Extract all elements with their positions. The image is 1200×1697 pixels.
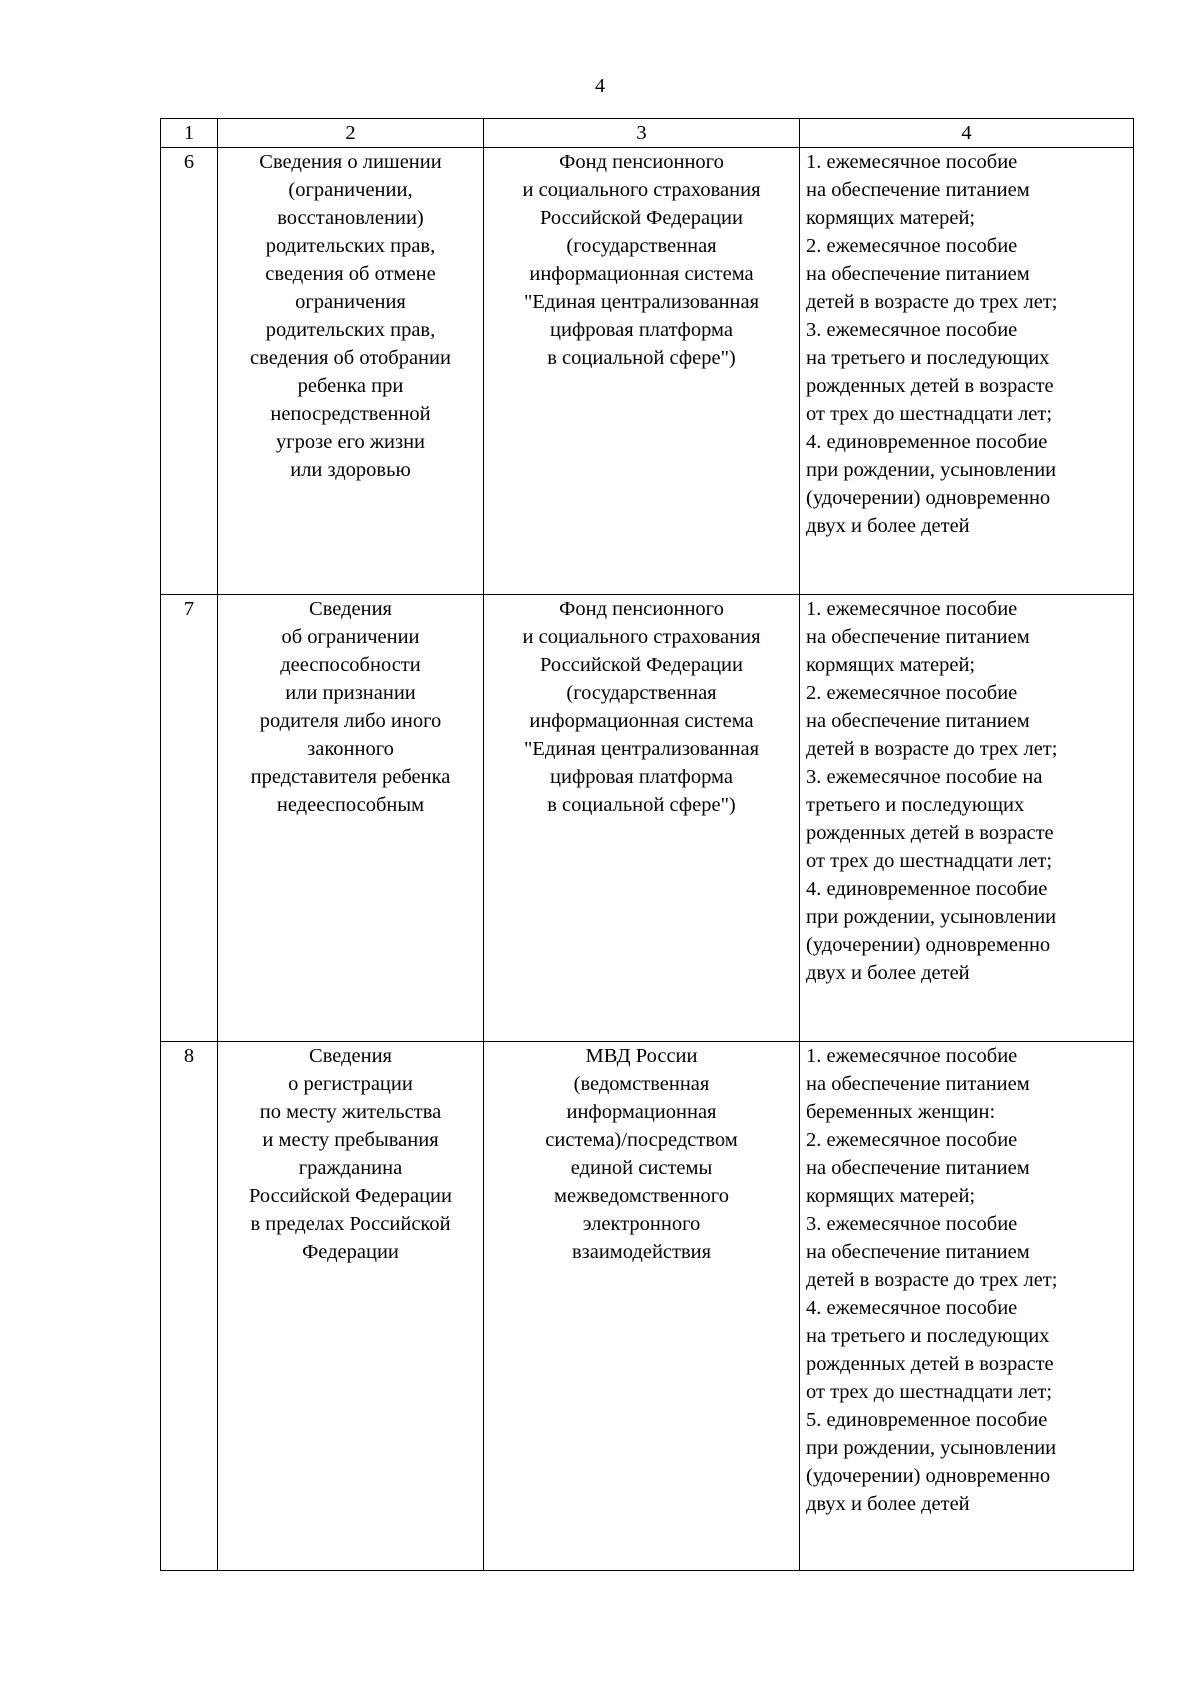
text-line: 2. ежемесячное пособие bbox=[806, 1129, 1018, 1151]
text-line: от трех до шестнадцати лет; bbox=[806, 1381, 1053, 1403]
text-line: Российской Федерации bbox=[249, 1185, 452, 1207]
text-line: детей в возрасте до трех лет; bbox=[806, 1269, 1058, 1291]
text-line: дееспособности bbox=[280, 654, 421, 676]
table-row bbox=[161, 595, 1134, 1042]
text-line: на обеспечение питанием bbox=[806, 1157, 1030, 1179]
text-line: при рождении, усыновлении bbox=[806, 459, 1057, 481]
text-line: детей в возрасте до трех лет; bbox=[806, 291, 1058, 313]
info-description-cell bbox=[218, 595, 484, 1042]
text-line: Сведения bbox=[309, 1045, 392, 1067]
text-line: на третьего и последующих bbox=[806, 1325, 1050, 1347]
text-line: и социального страхования bbox=[522, 626, 761, 648]
text-line: детей в возрасте до трех лет; bbox=[806, 738, 1058, 760]
text-line: на обеспечение питанием bbox=[806, 263, 1030, 285]
text-line: Российской Федерации bbox=[540, 654, 743, 676]
text-line: угрозе его жизни bbox=[275, 431, 426, 453]
text-line: информационная система bbox=[529, 710, 754, 732]
text-line: (ведомственная bbox=[573, 1073, 710, 1095]
text-line: о регистрации bbox=[288, 1073, 413, 1095]
text-line: 4. ежемесячное пособие bbox=[806, 1297, 1018, 1319]
text-line: система)/посредством bbox=[545, 1129, 738, 1151]
column-number-4: 4 bbox=[800, 119, 1134, 148]
text-line: на третьего и последующих bbox=[806, 347, 1050, 369]
text-line: в социальной сфере") bbox=[547, 794, 736, 816]
text-line: 4. единовременное пособие bbox=[806, 878, 1048, 900]
text-line: Фонд пенсионного bbox=[559, 151, 724, 173]
document-table bbox=[160, 118, 1134, 1571]
text-line: (ограничении, bbox=[288, 179, 413, 201]
text-line: 1. ежемесячное пособие bbox=[806, 151, 1018, 173]
text-line: "Единая централизованная bbox=[523, 738, 760, 760]
text-line: Фонд пенсионного bbox=[559, 598, 724, 620]
text-line: родительских прав, bbox=[265, 235, 436, 257]
benefits-list-cell bbox=[800, 595, 1134, 1042]
text-line: МВД России bbox=[585, 1045, 698, 1067]
text-line: информационная bbox=[566, 1101, 717, 1123]
text-line: от трех до шестнадцати лет; bbox=[806, 403, 1053, 425]
row-number: 8 bbox=[161, 1042, 218, 1571]
text-line: родительских прав, bbox=[265, 319, 436, 341]
benefits-list-cell bbox=[800, 1042, 1134, 1571]
text-line: двух и более детей bbox=[806, 515, 970, 537]
text-line: "Единая централизованная bbox=[523, 291, 760, 313]
text-line: 3. ежемесячное пособие bbox=[806, 1213, 1018, 1235]
info-description-cell bbox=[218, 148, 484, 595]
benefits-list-cell bbox=[800, 148, 1134, 595]
text-line: рожденных детей в возрасте bbox=[806, 822, 1054, 844]
text-line: или признании bbox=[285, 682, 416, 704]
text-line: и месту пребывания bbox=[262, 1129, 439, 1151]
text-line: межведомственного bbox=[554, 1185, 729, 1207]
text-line: двух и более детей bbox=[806, 962, 970, 984]
page-number: 4 bbox=[595, 75, 605, 97]
text-line: 2. ежемесячное пособие bbox=[806, 235, 1018, 257]
text-line: представителя ребенка bbox=[250, 766, 451, 788]
text-line: цифровая платформа bbox=[550, 319, 733, 341]
text-line: беременных женщин: bbox=[806, 1101, 996, 1123]
row-number: 6 bbox=[161, 148, 218, 595]
text-line: родителя либо иного bbox=[259, 710, 442, 732]
text-line: (государственная bbox=[566, 235, 717, 257]
text-line: об ограничении bbox=[281, 626, 420, 648]
text-line: ограничения bbox=[295, 291, 406, 313]
text-line: единой системы bbox=[570, 1157, 713, 1179]
text-line: 5. единовременное пособие bbox=[806, 1409, 1048, 1431]
text-line: при рождении, усыновлении bbox=[806, 1437, 1057, 1459]
text-line: Сведения о лишении bbox=[259, 151, 442, 173]
text-line: электронного bbox=[582, 1213, 701, 1235]
text-line: сведения об отмене bbox=[265, 263, 436, 285]
text-line: двух и более детей bbox=[806, 1493, 970, 1515]
text-line: (удочерении) одновременно bbox=[806, 1465, 1051, 1487]
table-header-row bbox=[161, 119, 1134, 148]
text-line: на обеспечение питанием bbox=[806, 179, 1030, 201]
info-source-cell bbox=[484, 595, 800, 1042]
text-line: восстановлении) bbox=[277, 207, 424, 229]
column-number-2: 2 bbox=[218, 119, 484, 148]
table-row bbox=[161, 1042, 1134, 1571]
row-number: 7 bbox=[161, 595, 218, 1042]
text-line: по месту жительства bbox=[259, 1101, 442, 1123]
text-line: в пределах Российской bbox=[250, 1213, 451, 1235]
text-line: ребенка при bbox=[297, 375, 404, 397]
text-line: 1. ежемесячное пособие bbox=[806, 598, 1018, 620]
text-line: от трех до шестнадцати лет; bbox=[806, 850, 1053, 872]
text-line: на обеспечение питанием bbox=[806, 626, 1030, 648]
text-line: (удочерении) одновременно bbox=[806, 487, 1051, 509]
text-line: непосредственной bbox=[270, 403, 431, 425]
text-line: 3. ежемесячное пособие bbox=[806, 319, 1018, 341]
text-line: рожденных детей в возрасте bbox=[806, 375, 1054, 397]
text-line: взаимодействия bbox=[571, 1241, 712, 1263]
text-line: информационная система bbox=[529, 263, 754, 285]
text-line: на обеспечение питанием bbox=[806, 710, 1030, 732]
text-line: 4. единовременное пособие bbox=[806, 431, 1048, 453]
text-line: при рождении, усыновлении bbox=[806, 906, 1057, 928]
text-line: (удочерении) одновременно bbox=[806, 934, 1051, 956]
text-line: 2. ежемесячное пособие bbox=[806, 682, 1018, 704]
column-number-1: 1 bbox=[161, 119, 218, 148]
text-line: в социальной сфере") bbox=[547, 347, 736, 369]
text-line: 1. ежемесячное пособие bbox=[806, 1045, 1018, 1067]
text-line: законного bbox=[307, 738, 394, 760]
text-line: кормящих матерей; bbox=[806, 1185, 976, 1207]
text-line: недееспособным bbox=[276, 794, 425, 816]
text-line: на обеспечение питанием bbox=[806, 1073, 1030, 1095]
text-line: на обеспечение питанием bbox=[806, 1241, 1030, 1263]
info-source-cell bbox=[484, 148, 800, 595]
text-line: или здоровью bbox=[290, 459, 411, 481]
column-number-3: 3 bbox=[484, 119, 800, 148]
text-line: кормящих матерей; bbox=[806, 207, 976, 229]
text-line: рожденных детей в возрасте bbox=[806, 1353, 1054, 1375]
text-line: Российской Федерации bbox=[540, 207, 743, 229]
table-row bbox=[161, 148, 1134, 595]
info-source-cell bbox=[484, 1042, 800, 1571]
text-line: и социального страхования bbox=[522, 179, 761, 201]
text-line: 3. ежемесячное пособие на bbox=[806, 766, 1043, 788]
text-line: Сведения bbox=[309, 598, 392, 620]
text-line: кормящих матерей; bbox=[806, 654, 976, 676]
text-line: цифровая платформа bbox=[550, 766, 733, 788]
info-description-cell bbox=[218, 1042, 484, 1571]
text-line: сведения об отобрании bbox=[250, 347, 451, 369]
text-line: гражданина bbox=[298, 1157, 403, 1179]
text-line: (государственная bbox=[566, 682, 717, 704]
text-line: третьего и последующих bbox=[806, 794, 1025, 816]
text-line: Федерации bbox=[302, 1241, 399, 1263]
